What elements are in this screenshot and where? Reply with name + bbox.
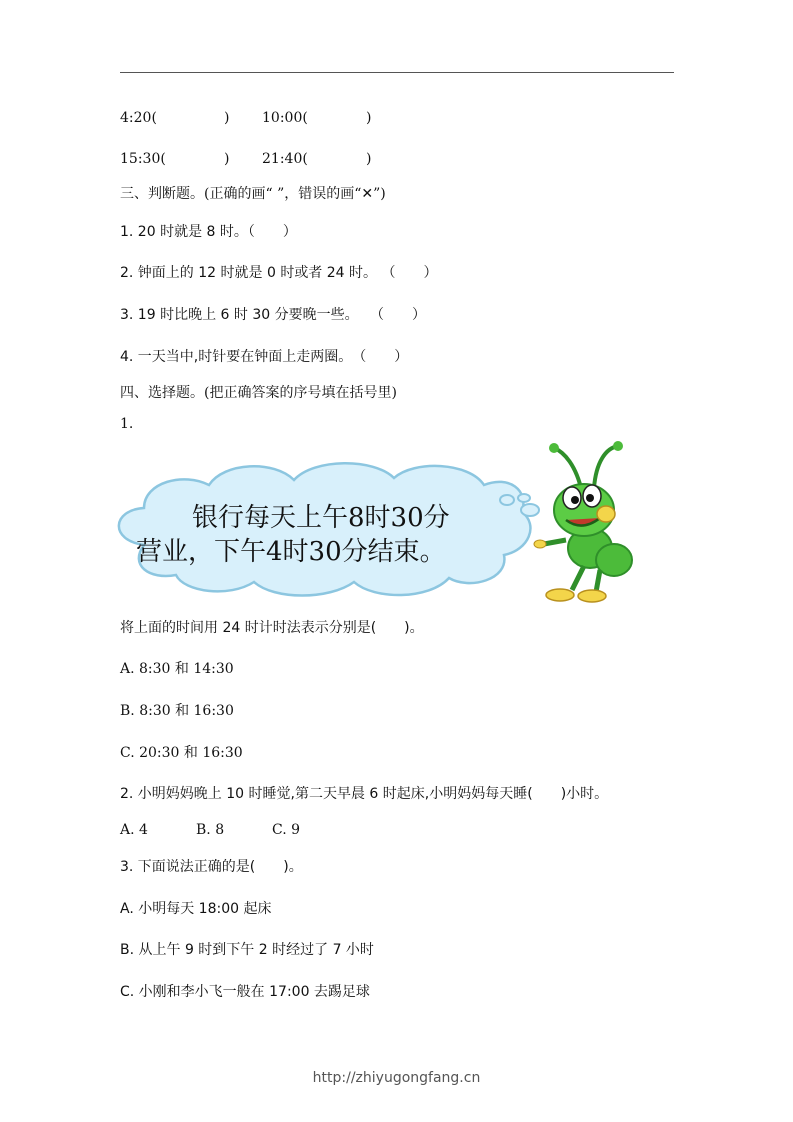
- judge-item-2: 2. 钟面上的 12 时就是 0 时或者 24 时。 （ ）: [120, 265, 438, 281]
- header-rule: [120, 72, 674, 73]
- cloud-ant-illustration: [114, 440, 654, 605]
- section-3-title: 三、判断题。(正确的画“ ”，错误的画“✕”): [120, 186, 386, 202]
- paren-close: ): [366, 151, 372, 167]
- question-3-text: 3. 下面说法正确的是( )。: [120, 859, 303, 875]
- judge-item-4: 4. 一天当中,时针要在钟面上走两圈。 （ ）: [120, 349, 409, 365]
- ant-icon: [534, 441, 632, 602]
- thought-cloud: [119, 463, 539, 595]
- section-4-title: 四、选择题。(把正确答案的序号填在括号里): [120, 385, 397, 401]
- q2-option-c: C. 9: [272, 822, 301, 838]
- q3-option-b: B. 从上午 9 时到下午 2 时经过了 7 小时: [120, 942, 374, 958]
- judge-item-3: 3. 19 时比晚上 6 时 30 分要晚一些。 （ ）: [120, 307, 427, 323]
- q2-option-b: B. 8: [196, 822, 225, 838]
- footer-url: http://zhiyugongfang.cn: [312, 1070, 481, 1086]
- cloud-line-1: 银行每天上午8时30分: [192, 503, 450, 533]
- judge-item-1: 1. 20 时就是 8 时。（ ）: [120, 224, 297, 240]
- q3-option-a: A. 小明每天 18:00 起床: [120, 901, 272, 917]
- question-1-text: 将上面的时间用 24 时计时法表示分别是( )。: [120, 620, 424, 636]
- time-label: 15:30(: [120, 151, 166, 167]
- cloud-line-2: 营业，下午4时30分结束。: [136, 537, 446, 567]
- paren-close: ): [224, 110, 230, 126]
- paren-close: ): [366, 110, 372, 126]
- question-2-text: 2. 小明妈妈晚上 10 时睡觉,第二天早晨 6 时起床,小明妈妈每天睡( )小时。: [120, 786, 609, 802]
- question-1-number: 1.: [120, 416, 134, 432]
- time-label: 10:00(: [262, 110, 308, 126]
- paren-close: ): [224, 151, 230, 167]
- q1-option-c: C. 20:30 和 16:30: [120, 745, 243, 761]
- time-label: 21:40(: [262, 151, 308, 167]
- q1-option-b: B. 8:30 和 16:30: [120, 703, 234, 719]
- time-label: 4:20(: [120, 110, 157, 126]
- q2-option-a: A. 4: [120, 822, 148, 838]
- q1-option-a: A. 8:30 和 14:30: [120, 661, 234, 677]
- q3-option-c: C. 小刚和李小飞一般在 17:00 去踢足球: [120, 984, 370, 1000]
